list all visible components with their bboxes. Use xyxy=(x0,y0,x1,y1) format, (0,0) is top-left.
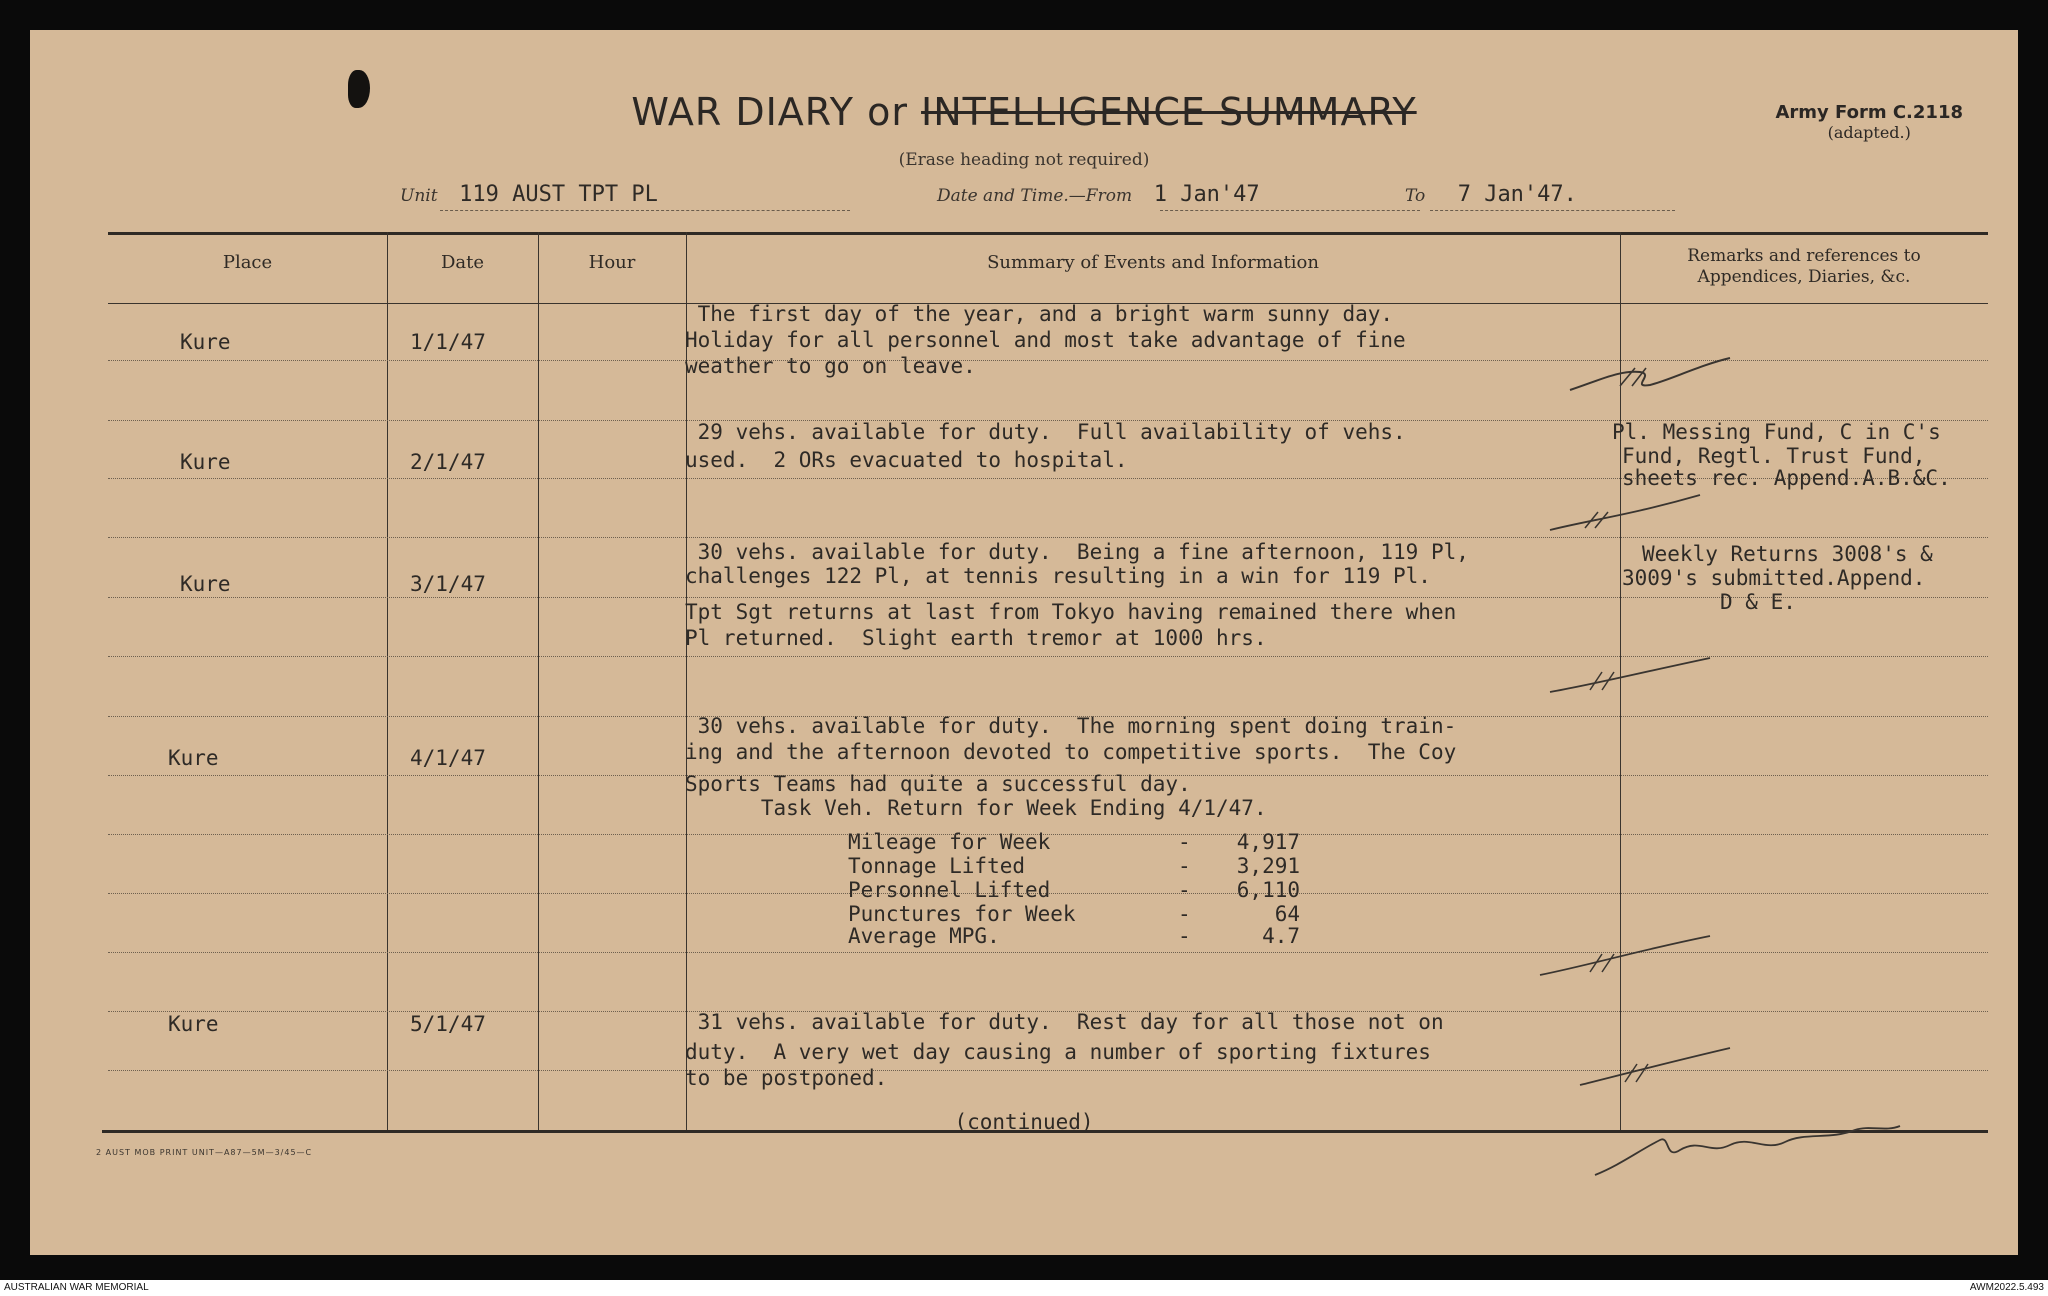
form-title xyxy=(30,90,2018,134)
entry-date: 1/1/47 xyxy=(410,330,486,354)
return-value: 6,110 xyxy=(1236,878,1300,902)
to-label: To xyxy=(1405,186,1426,206)
continued-note: (continued) xyxy=(954,1110,1094,1134)
return-label: Mileage for Week xyxy=(848,830,1051,854)
entry-date: 5/1/47 xyxy=(410,1012,486,1036)
form-adapted: (adapted.) xyxy=(1827,123,1911,142)
unit-label: Unit xyxy=(400,186,438,206)
date-from-field xyxy=(937,182,1260,207)
remark-line: Fund, Regtl. Trust Fund, xyxy=(1622,444,1926,468)
return-value: 4.7 xyxy=(1262,924,1300,948)
initials-signature xyxy=(1540,650,1720,700)
entry-summary-line: Task Veh. Return for Week Ending 4/1/47. xyxy=(685,796,1267,820)
remark-line: Pl. Messing Fund, C in C's xyxy=(1612,420,1941,444)
unit-value: 119 AUST TPT PL xyxy=(459,182,658,207)
entry-summary-line: The first day of the year, and a bright warm sunny day. xyxy=(685,302,1394,326)
war-diary-sheet xyxy=(30,30,2018,1255)
entry-summary-line: weather to go on leave. xyxy=(685,354,976,378)
header-remarks-line1: Remarks and references to xyxy=(1687,246,1921,266)
unit-underline xyxy=(440,210,850,211)
entry-summary-line: duty. A very wet day causing a number of sporting fixtures xyxy=(685,1040,1431,1064)
remark-line: sheets rec. Append.A.B.&C. xyxy=(1622,466,1951,490)
return-label: Personnel Lifted xyxy=(848,878,1051,902)
col-divider-date xyxy=(538,232,539,1130)
entry-place: Kure xyxy=(180,330,231,354)
entry-summary-line: Sports Teams had quite a successful day. xyxy=(685,772,1191,796)
title-or: or xyxy=(867,90,908,134)
entry-place: Kure xyxy=(168,1012,219,1036)
header-remarks xyxy=(1620,246,1988,288)
date-to-value: 7 Jan'47. xyxy=(1457,182,1577,207)
footer-caption-left: AUSTRALIAN WAR MEMORIAL xyxy=(4,1282,149,1293)
entry-summary-line: ing and the afternoon devoted to competitive sports. The Coy xyxy=(685,740,1457,764)
entry-summary-line: 30 vehs. available for duty. Being a fine afternoon, 119 Pl, xyxy=(685,540,1469,564)
return-value: 64 xyxy=(1274,902,1300,926)
return-dash: - xyxy=(1178,924,1191,948)
date-from-value: 1 Jan'47 xyxy=(1153,182,1260,207)
return-dash: - xyxy=(1178,902,1191,926)
entry-summary-line: used. 2 ORs evacuated to hospital. xyxy=(685,448,1128,472)
remark-line: 3009's submitted.Append. xyxy=(1622,566,1926,590)
header-place: Place xyxy=(222,252,273,273)
entry-date: 2/1/47 xyxy=(410,450,486,474)
initials-signature xyxy=(1540,490,1710,535)
entry-summary-line: Holiday for all personnel and most take advantage of fine xyxy=(685,328,1406,352)
entry-date: 4/1/47 xyxy=(410,746,486,770)
entry-summary-line: challenges 122 Pl, at tennis resulting in a win for 119 Pl. xyxy=(685,564,1431,588)
table-top-rule xyxy=(108,232,1988,235)
row-rule xyxy=(108,537,1988,538)
date-label: Date and Time.—From xyxy=(937,186,1133,206)
header-date: Date xyxy=(440,252,485,273)
date-to-underline xyxy=(1430,210,1675,211)
entry-summary-line: 29 vehs. available for duty. Full availability of vehs. xyxy=(685,420,1406,444)
form-number xyxy=(1775,102,1963,142)
form-number-text: Army Form C.2118 xyxy=(1775,102,1963,123)
entry-summary-line: to be postponed. xyxy=(685,1066,888,1090)
initials-signature xyxy=(1530,930,1720,985)
return-value: 4,917 xyxy=(1236,830,1300,854)
date-from-underline xyxy=(1160,210,1420,211)
row-rule xyxy=(108,597,1988,598)
unit-field xyxy=(400,182,658,207)
entry-place: Kure xyxy=(180,572,231,596)
return-label: Tonnage Lifted xyxy=(848,854,1026,878)
entry-place: Kure xyxy=(180,450,231,474)
title-struck: INTELLIGENCE SUMMARY xyxy=(921,90,1417,134)
printer-imprint: 2 AUST MOB PRINT UNIT—A87—5M—3/45—C xyxy=(96,1148,313,1157)
return-label: Average MPG. xyxy=(848,924,1000,948)
header-remarks-line2: Appendices, Diaries, &c. xyxy=(1697,267,1911,287)
header-summary: Summary of Events and Information xyxy=(987,252,1319,273)
entry-summary-line: 31 vehs. available for duty. Rest day for all those not on xyxy=(685,1010,1444,1034)
footer-caption-right: AWM2022.5.493 xyxy=(1969,1282,2044,1293)
title-war-diary: WAR DIARY xyxy=(631,90,854,134)
col-divider-place xyxy=(387,232,388,1130)
entry-date: 3/1/47 xyxy=(410,572,486,596)
return-dash: - xyxy=(1178,854,1191,878)
return-value: 3,291 xyxy=(1236,854,1300,878)
initials-signature xyxy=(1560,350,1740,400)
entry-summary-line: Pl returned. Slight earth tremor at 1000 hrs. xyxy=(685,626,1267,650)
initials-signature xyxy=(1570,1040,1740,1090)
date-to-field xyxy=(1405,182,1577,207)
entry-summary-line: Tpt Sgt returns at last from Tokyo having remained there when xyxy=(685,600,1457,624)
entry-summary-line: 30 vehs. available for duty. The morning spent doing train- xyxy=(685,714,1457,738)
return-label: Punctures for Week xyxy=(848,902,1076,926)
erase-note: (Erase heading not required) xyxy=(898,150,1150,170)
remark-line: D & E. xyxy=(1720,590,1796,614)
return-dash: - xyxy=(1178,878,1191,902)
header-hour: Hour xyxy=(588,252,636,273)
return-dash: - xyxy=(1178,830,1191,854)
remark-line: Weekly Returns 3008's & xyxy=(1642,542,1933,566)
entry-place: Kure xyxy=(168,746,219,770)
